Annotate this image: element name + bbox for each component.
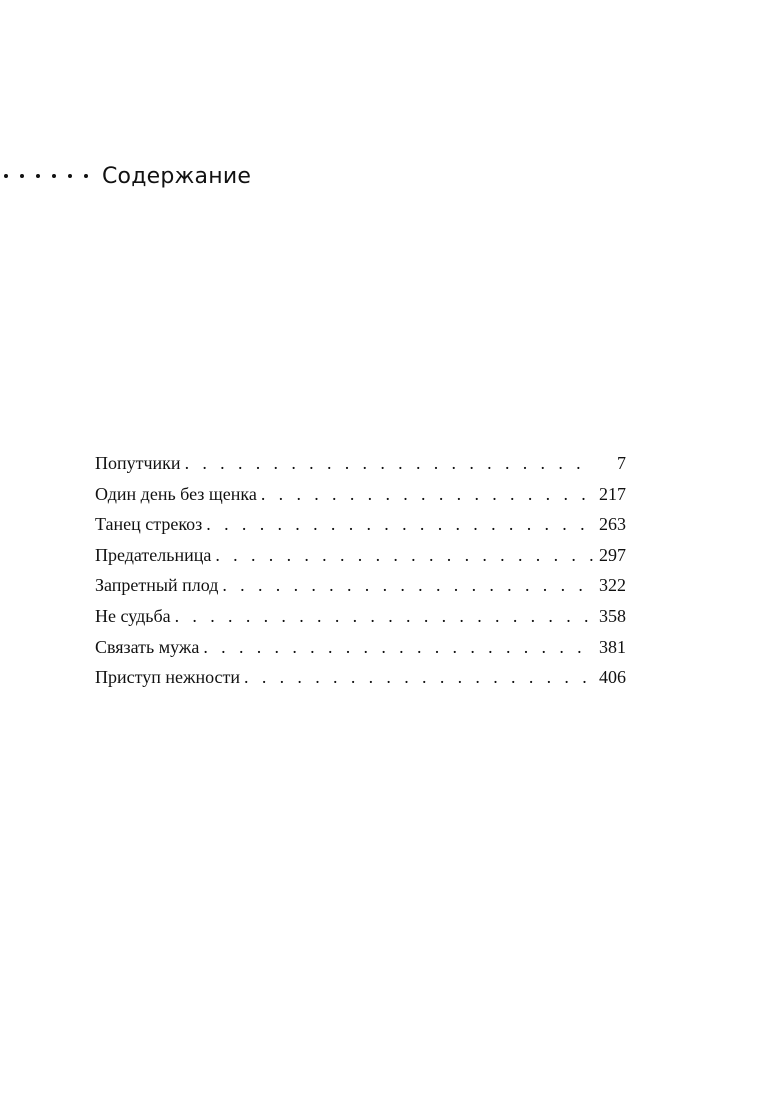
dot-leader <box>222 575 593 596</box>
toc-entry <box>95 484 626 515</box>
dot-leader <box>203 637 593 658</box>
toc-entry-title: Связать мужа <box>95 636 200 657</box>
toc-entry <box>95 606 626 637</box>
table-of-contents <box>95 453 626 698</box>
dot-leader <box>175 606 593 627</box>
toc-entry-title: Запретный плод <box>95 575 219 596</box>
toc-entry-title: Танец стрекоз <box>95 514 203 535</box>
dot <box>36 174 40 178</box>
dot-leader <box>261 484 593 505</box>
dot <box>68 174 72 178</box>
dot-leader <box>185 453 593 474</box>
dot <box>84 174 88 178</box>
toc-entry-page: 322 <box>599 575 626 596</box>
toc-entry-page: 297 <box>599 544 626 565</box>
toc-entry <box>95 514 626 545</box>
toc-entry-title: Попутчики <box>95 453 181 473</box>
dot-leader <box>215 545 593 566</box>
toc-entry-title: Предательница <box>95 544 212 565</box>
decorative-dots <box>4 174 88 178</box>
toc-entry-title: Не судьба <box>95 605 171 626</box>
toc-entry <box>95 637 626 668</box>
toc-entry-page: 406 <box>599 667 626 688</box>
toc-entry-page: 7 <box>617 453 626 473</box>
toc-entry <box>95 453 626 484</box>
dot-leader <box>206 514 593 535</box>
contents-heading <box>0 160 251 192</box>
toc-entry-page: 381 <box>599 636 626 657</box>
toc-entry-page: 263 <box>599 514 626 535</box>
toc-entry <box>95 667 626 698</box>
toc-entry <box>95 575 626 606</box>
toc-entry-page: 358 <box>599 605 626 626</box>
dot <box>52 174 56 178</box>
page-title: Содержание <box>102 163 252 189</box>
toc-entry-page: 217 <box>599 483 626 504</box>
dot-leader <box>244 667 593 688</box>
toc-entry-title: Приступ нежности <box>95 667 241 688</box>
dot <box>4 174 8 178</box>
toc-entry <box>95 545 626 576</box>
toc-entry-title: Один день без щенка <box>95 483 257 504</box>
dot <box>20 174 24 178</box>
